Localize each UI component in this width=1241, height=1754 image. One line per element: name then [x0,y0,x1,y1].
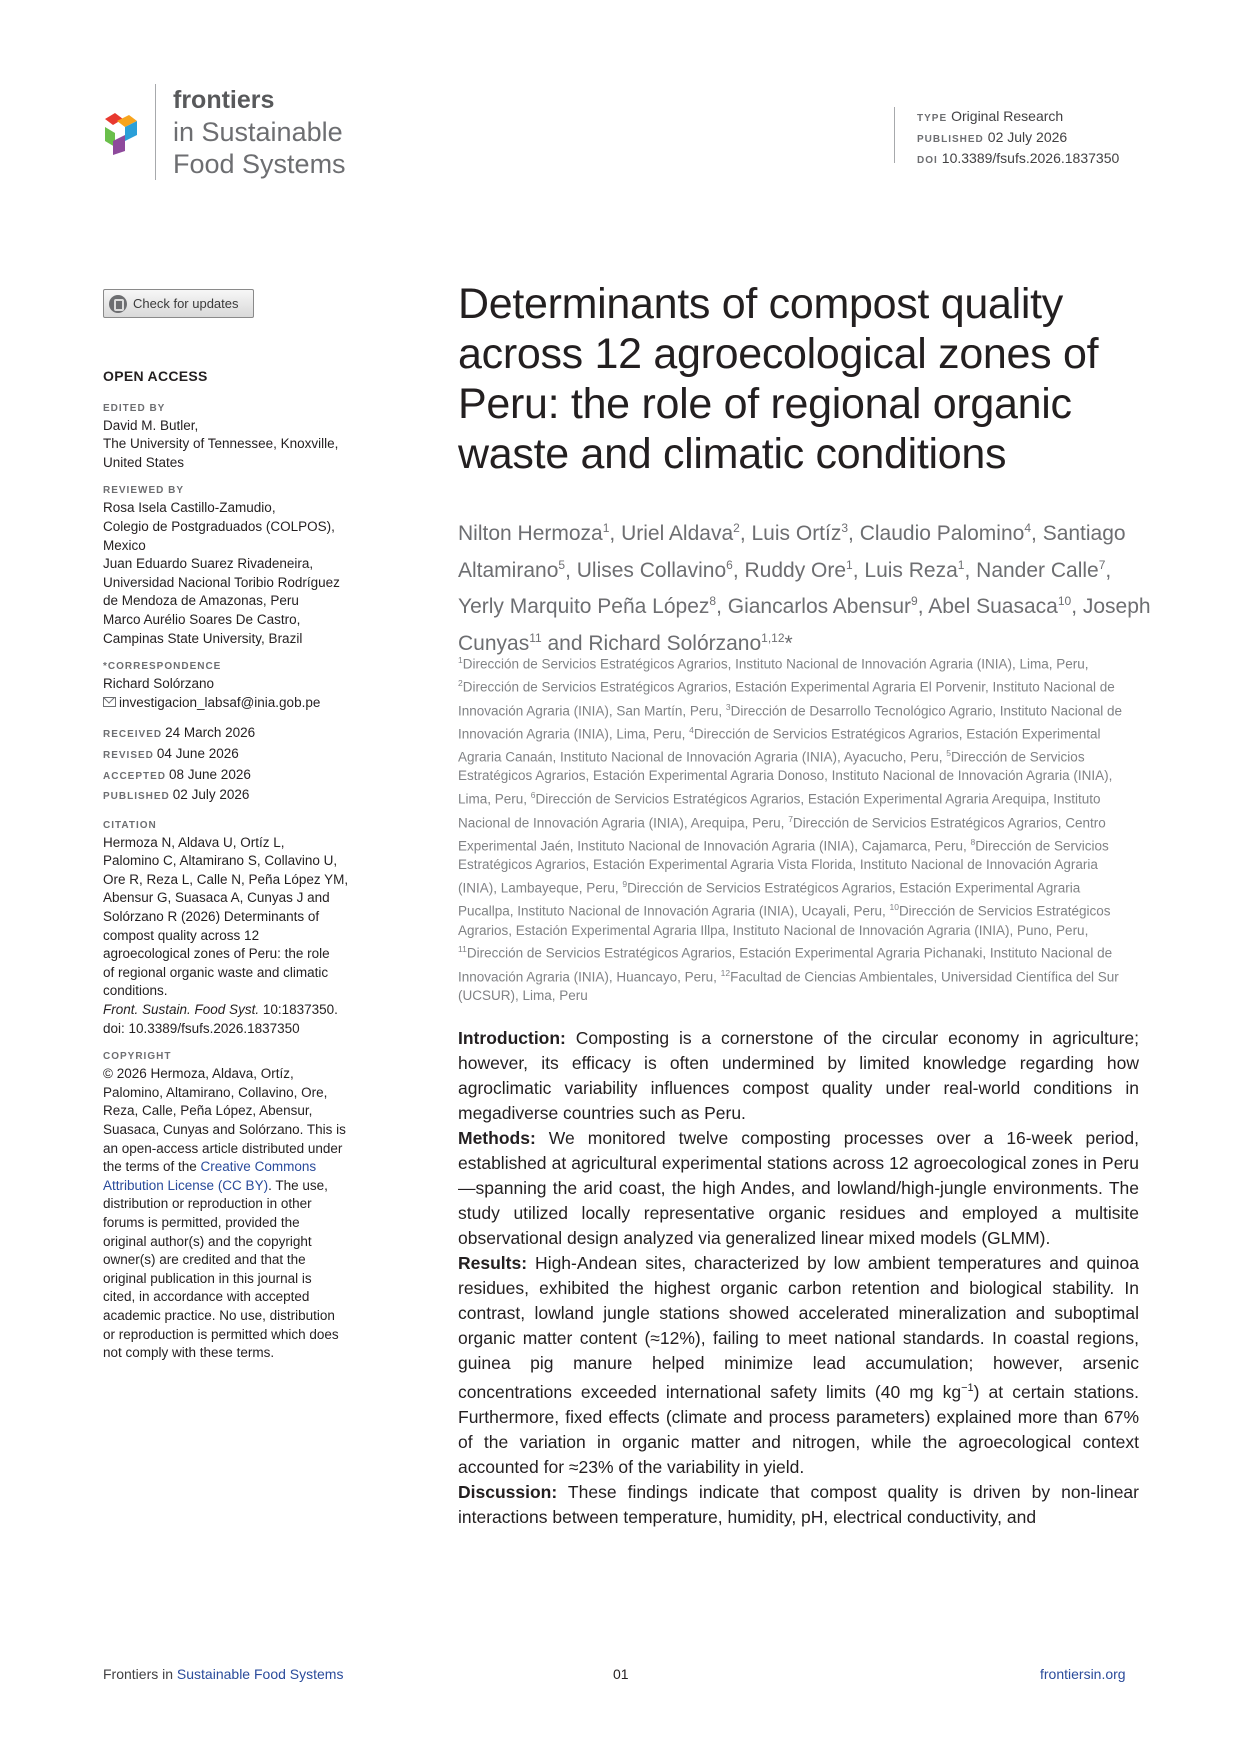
author-separator: , [964,558,977,582]
meta-divider [894,107,895,163]
page-number: 01 [613,1666,629,1682]
edited-by-line: The University of Tennessee, Knoxville, [103,436,339,452]
author-separator: * [784,631,793,655]
copyright-terms-prefix: the terms of the [103,1159,201,1175]
cc-license-link-part-1[interactable]: Creative Commons [200,1159,317,1175]
meta-doi-value[interactable]: 10.3389/fsufs.2026.1837350 [941,150,1120,166]
abstract-introduction [458,1026,1139,1126]
author-separator: , [848,522,860,545]
date-published [103,786,378,807]
discussion-heading: Discussion: [458,1481,558,1502]
edited-by-label: EDITED BY [103,402,166,414]
author-affiliation-sup: 7 [1098,557,1106,572]
copyright-line: cited, in accordance with accepted [103,1289,310,1305]
footer-journal [103,1666,343,1682]
results-superscript: −1 [961,1382,974,1394]
correspondence-email-row[interactable] [103,694,378,713]
date-value: 02 July 2026 [172,787,250,803]
methods-heading: Methods: [458,1128,536,1148]
citation-section [103,819,378,1039]
author-affiliation-sup: 5 [558,557,566,572]
date-value: 24 March 2026 [165,725,256,741]
copyright-line: Palomino, Altamirano, Collavino, Ore, [103,1084,328,1100]
copyright-label: COPYRIGHT [103,1051,172,1063]
author-name[interactable]: Giancarlos Abensur [727,595,912,618]
reviewed-by-line: Marco Aurélio Soares De Castro, [103,611,301,627]
meta-published [917,128,1119,149]
affiliation-text: Dirección de Servicios Estratégicos Agrarios, Estación Experimental Agraria El Porvenir, Instituto Nacional de Innovación Agraria (INIA), San Martín, Peru, [458,679,1115,719]
author-separator: , [1071,595,1083,618]
meta-published-key: PUBLISHED [917,134,984,145]
affiliation-sup: 10 [889,902,899,913]
affiliation-sup: 12 [720,967,731,978]
results-text: High-Andean sites, characterized by low ambient temperatures and quinoa residues, exhibited the highest organic carbon retention and biological stability. In contrast, lowland jungle stations showed accelerated mineralization and suboptimal organic matter content (≈12%), failing to meet national standards. In coastal regions, guinea pig manure helped minimize lead accumulation; however, arsenic concentrations exceeded international safety limits (40 mg kg [458,1253,1139,1402]
author-name[interactable]: Luis Ortíz [751,522,842,545]
date-key: PUBLISHED [103,791,170,803]
copyright-license-line [103,1177,378,1196]
author-affiliation-sup: 6 [726,557,733,572]
author-separator: and [541,631,589,655]
author-name[interactable]: Uriel Aldava [621,522,734,545]
introduction-heading: Introduction: [458,1028,566,1048]
reviewed-by-line: Colegio de Postgraduados (COLPOS), [103,518,335,534]
edited-by-line: David M. Butler, [103,417,199,433]
author-name[interactable]: Ulises Collavino [576,558,727,582]
reviewed-by-line: Rosa Isela Castillo-Zamudio, [103,500,276,516]
meta-type [917,107,1119,128]
author-separator: , [609,522,622,545]
brand-frontiers: frontiers [173,86,275,114]
author-name[interactable]: Joseph Cunyas [458,595,1151,655]
author-affiliation-sup: 10 [1057,594,1072,608]
citation-journal: Front. Sustain. Food Syst. [103,1002,260,1018]
citation-line: Solórzano R (2026) Determinants of [103,909,320,925]
author-name[interactable]: Claudio Palomino [859,522,1025,545]
reviewed-by-line: de Mendoza de Amazonas, Peru [103,593,299,609]
date-accepted [103,766,378,787]
author-affiliation-sup: 4 [1024,521,1032,535]
affiliation-text: Dirección de Servicios Estratégicos Agrarios, Estación Experimental Agraria Illpa, Instituto Nacional de Innovación Agraria (INIA), Puno, Peru, [458,903,1111,938]
author-affiliation-sup: 2 [733,521,740,535]
citation-journal-line [103,1001,378,1020]
author-name[interactable]: Ruddy Ore [744,558,847,582]
citation-line: Abensur G, Suasaca A, Cunyas J and [103,890,330,906]
affiliation-text: Dirección de Servicios Estratégicos Agrarios, Estación Experimental Agraria Pichanaki, Instituto Nacional de Innovación Agraria (INIA), Huancayo, Peru, [458,945,1113,985]
dates-section [103,724,378,806]
frontiersin-link[interactable]: frontiersin.org [1040,1666,1126,1682]
affiliation-sup: 6 [530,790,536,801]
copyright-line: an open-access article distributed under [103,1140,343,1156]
copyright-line: owner(s) are credited and that the [103,1252,306,1268]
author-separator: , [716,595,728,618]
copyright-line: forums is permitted, provided the [103,1214,300,1230]
copyright-line: distribution or reproduction in other [103,1196,312,1212]
author-name[interactable]: Nilton Hermoza [458,522,603,545]
affiliation-sup: 2 [458,678,463,689]
results-text-continued: ) at certain stations. Furthermore, fixed effects (climate and process parameters) explained more than 67% of the variation in organic matter and nitrogen, while the agroecological context accounted for ≈23% of the variability in yield. [458,1381,1139,1477]
citation-volume: 10:1837350. [259,1002,338,1018]
citation-line: conditions. [103,983,168,999]
author-affiliation-sup: 1 [602,521,610,535]
title-line: waste and climatic conditions [458,430,1007,478]
author-name[interactable]: Luis Reza [864,558,958,582]
author-separator: , [565,558,577,582]
author-affiliation-sup: 9 [911,594,918,608]
copyright-line: academic practice. No use, distribution [103,1307,335,1323]
meta-published-value: 02 July 2026 [987,129,1068,145]
date-key: REVISED [103,749,154,761]
copyright-line: or reproduction is permitted which does [103,1326,339,1342]
author-list [458,513,1158,659]
edited-by-section [103,402,378,473]
copyright-line: Reza, Calle, Peña López, Abensur, [103,1103,313,1119]
abstract-methods [458,1126,1139,1251]
date-key: ACCEPTED [103,770,167,782]
brand-line-2: in Sustainable [173,117,343,147]
copyright-section [103,1050,378,1363]
abstract-discussion [458,1480,1139,1530]
open-access-label: OPEN ACCESS [103,368,208,384]
date-value: 04 June 2026 [156,745,239,761]
date-received [103,724,378,745]
brand-line-3: Food Systems [173,149,346,179]
author-name[interactable]: Nander Calle [976,558,1099,582]
affiliation-sup: 4 [689,724,694,735]
author-affiliation-sup: 1 [957,557,965,572]
methods-text: We monitored twelve composting processes over a 16-week period, established at agricultural experimental stations across 12 agroecological zones in Peru—spanning the arid coast, the high Andes, and lowland/high-jungle environments. The study utilized locally representative organic residues and employed a multisite observational design analyzed via generalized linear mixed models (GLMM). [458,1128,1139,1248]
correspondence-name: Richard Solórzano [103,676,215,692]
copyright-line: not comply with these terms. [103,1345,275,1361]
affiliation-text: Dirección de Desarrollo Tecnológico Agrario, Instituto Nacional de Innovación Agraria (INIA), Lima, Peru, [458,703,1123,742]
meta-doi-key: DOI [917,155,938,166]
date-key: RECEIVED [103,729,163,741]
citation-line: Palomino C, Altamirano S, Collavino U, [103,853,338,869]
author-separator: , [917,595,929,618]
reviewed-by-line: Mexico [103,537,146,553]
affiliation-sup: 9 [622,878,628,889]
check-for-updates-label: Check for updates [133,296,239,311]
copyright-after-link: . The use, [268,1177,328,1193]
affiliation-text: Dirección de Servicios Estratégicos Agrarios, Estación Experimental Agraria Vista Florida, Instituto Nacional de Innovación Agraria (INIA), Lambayeque, Peru, [458,838,1109,896]
date-revised [103,745,378,766]
author-affiliation-sup: 1 [846,557,853,572]
affiliation-sup: 5 [946,748,952,759]
affiliation-sup: 11 [458,944,467,955]
logo-divider [155,84,156,180]
results-heading: Results: [458,1253,528,1273]
mail-icon [103,697,116,707]
affiliation-text: Dirección de Servicios Estratégicos Agrarios, Instituto Nacional de Innovación Agraria (INIA), Lima, Peru, [462,656,1089,672]
author-separator: , [1105,558,1112,582]
author-separator: , [739,522,752,545]
footer-prefix: Frontiers in [103,1666,177,1682]
author-name[interactable]: Yerly Marquito Peña López [458,595,710,618]
introduction-text: Composting is a cornerstone of the circular economy in agriculture; however, its efficacy is often undermined by limited knowledge regarding how agroclimatic variability influences compost quality under real-world conditions in megadiverse countries such as Peru. [458,1028,1139,1123]
copyright-line: Suasaca, Cunyas and Solórzano. This is [103,1122,346,1137]
affiliation-list [458,651,1138,1006]
citation-doi[interactable]: doi: 10.3389/fsufs.2026.1837350 [103,1020,300,1036]
affiliation-text: Dirección de Servicios Estratégicos Agrarios, Estación Experimental Agraria Canaán, Instituto Nacional de Innovación Agraria (INIA), Ayacucho, Peru, [458,726,1101,765]
title-line: Peru: the role of regional organic [458,380,1072,428]
frontiers-logo-icon [103,111,139,155]
author-separator: , [852,558,865,582]
author-name[interactable]: Abel Suasaca [928,595,1058,618]
crossmark-icon [109,295,127,313]
reviewed-by-line: Juan Eduardo Suarez Rivadeneira, [103,556,314,572]
copyright-line: © 2026 Hermoza, Aldava, Ortíz, [103,1066,294,1082]
affiliation-sup: 8 [970,836,976,847]
meta-type-value: Original Research [951,108,1064,124]
abstract-results [458,1251,1139,1480]
affiliation-sup: 3 [725,701,731,712]
correspondence-label: *CORRESPONDENCE [103,661,222,673]
reviewed-by-line: Universidad Nacional Toribio Rodríguez [103,574,340,590]
journal-brand[interactable] [173,84,433,180]
citation-label: CITATION [103,819,157,831]
copyright-line: original author(s) and the copyright [103,1233,312,1249]
article-title [458,279,1158,479]
author-affiliation-sup: 3 [841,521,849,535]
title-line: across 12 agroecological zones of [458,330,1099,378]
discussion-text: These findings indicate that compost quality is driven by non-linear interactions between temperature, humidity, pH, electrical conductivity, and [458,1481,1139,1527]
reviewed-by-section [103,484,378,648]
reviewed-by-label: REVIEWED BY [103,485,185,497]
affiliation-sup: 7 [788,813,793,824]
author-separator: , [732,558,745,582]
citation-line: Ore R, Reza L, Calle N, Peña López YM, [103,871,349,887]
author-separator: , [1031,522,1043,545]
author-affiliation-sup: 8 [709,594,717,608]
author-affiliation-sup: 11 [529,630,542,645]
meta-doi [917,149,1119,170]
footer-journal-link[interactable]: Sustainable Food Systems [176,1666,344,1682]
date-value: 08 June 2026 [169,766,251,782]
affiliation-sup: 1 [458,655,463,665]
affiliation-text: Dirección de Servicios Estratégicos Agrarios, Estación Experimental Agraria Donoso, Instituto Nacional de Innovación Agraria (INIA), Lima, Peru, [458,749,1113,807]
title-line: Determinants of compost quality [458,280,1063,328]
correspondence-section [103,660,378,712]
article-meta [917,107,1119,170]
correspondence-email[interactable]: investigacion_labsaf@inia.gob.pe [119,694,321,710]
author-affiliation-sup: 1,12 [761,630,785,645]
cc-license-link-part-2[interactable]: Attribution License (CC BY) [103,1177,269,1193]
abstract [458,1026,1139,1530]
reviewed-by-line: Campinas State University, Brazil [103,630,303,646]
edited-by-line: United States [103,454,185,470]
check-for-updates-button[interactable] [103,289,254,318]
affiliation-text: Dirección de Servicios Estratégicos Agrarios, Centro Experimental Jaén, Instituto Nacional de Innovación Agraria (INIA), Cajamarca, Peru, [458,815,1106,854]
citation-line: of regional organic waste and climatic [103,964,329,980]
affiliation-text: Dirección de Servicios Estratégicos Agrarios, Estación Experimental Agraria Arequipa, Instituto Nacional de Innovación Agraria (INIA), Arequipa, Peru, [458,791,1101,831]
citation-line: agroecological zones of Peru: the role [103,946,330,962]
affiliation-text: Dirección de Servicios Estratégicos Agrarios, Estación Experimental Agraria Pucallpa, Instituto Nacional de Innovación Agraria (INIA), Ucayali, Peru, [458,880,1081,919]
author-name[interactable]: Richard Solórzano [588,631,762,655]
copyright-terms-line [103,1158,378,1177]
citation-line: compost quality across 12 [103,927,260,943]
citation-line: Hermoza N, Aldava U, Ortíz L, [103,834,285,850]
author-name[interactable]: Santiago Altamirano [458,522,1126,582]
copyright-line: original publication in this journal is [103,1270,312,1286]
affiliation-text: Facultad de Ciencias Ambientales, Universidad Científica del Sur (UCSUR), Lima, Peru [458,969,1119,1003]
article-sidebar [103,367,378,1375]
meta-type-key: TYPE [917,113,948,124]
